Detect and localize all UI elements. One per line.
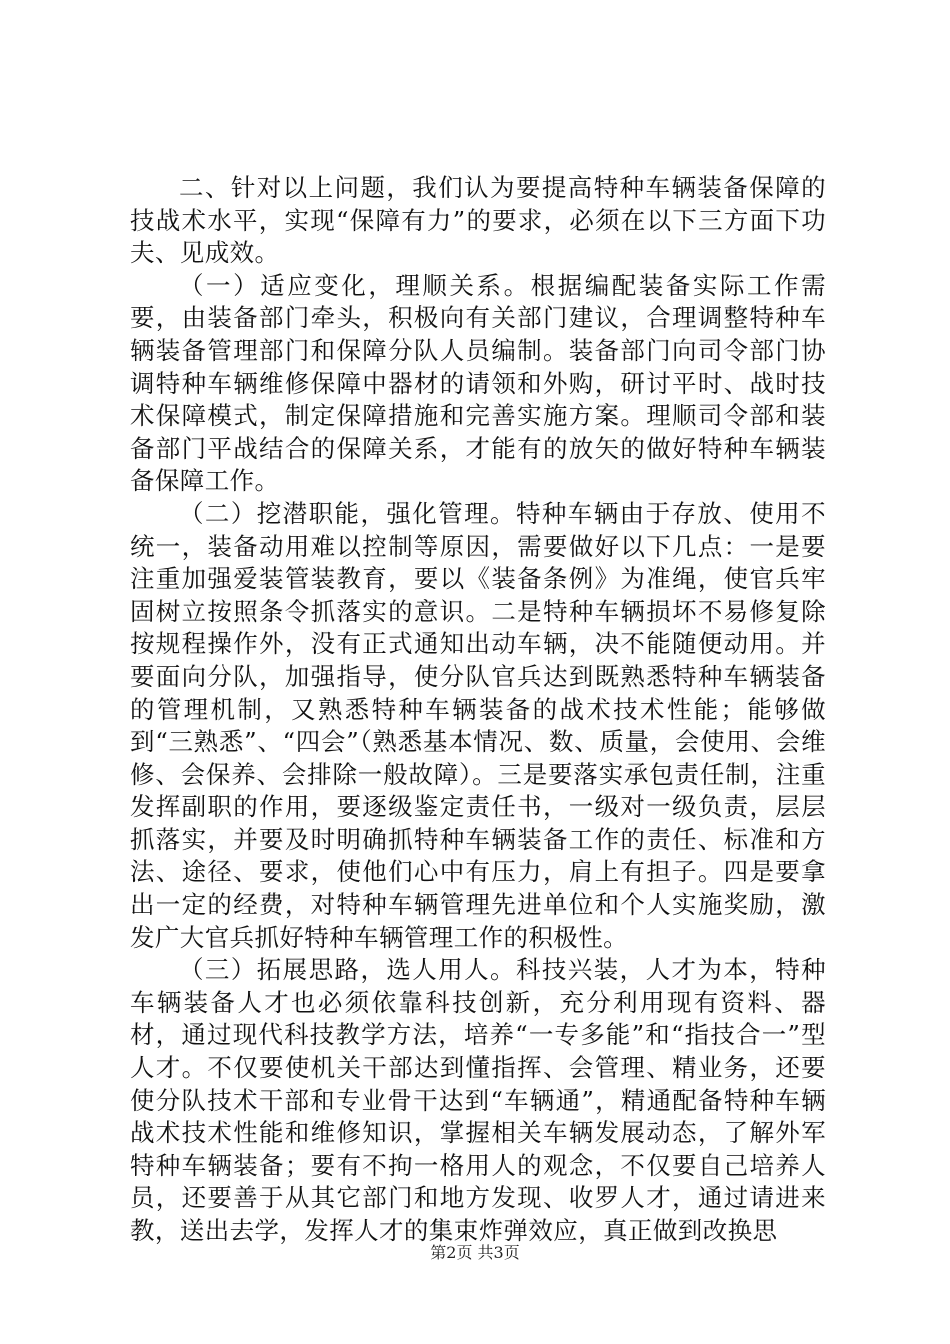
paragraph-item-two: （二）挖潜职能，强化管理。特种车辆由于存放、使用不统一，装备动用难以控制等原因，需要做好以下几点：一是要注重加强爱装管装教育，要以《装备条例》为准绳，使官兵牢固树立按照条令抓落实的意识。二是特种车辆损坏不易修复除按规程操作外，没有正式通知出动车辆，决不能随便动用。并要面向分队，加强指导，使分队官兵达到既熟悉特种车辆装备的管理机制，又熟悉特种车辆装备的战术技术性能；能够做到“三熟悉”、“四会”（熟悉基本情况、数、质量，会使用、会维修、会保养、会排除一般故障）。三是要落实承包责任制，注重发挥副职的作用，要逐级鉴定责任书，一级对一级负责，层层抓落实，并要及时明确抓特种车辆装备工作的责任、标准和方法、途径、要求，使他们心中有压力，肩上有担子。四是要拿出一定的经费，对特种车辆管理先进单位和个人实施奖励，激发广大官兵抓好特种车辆管理工作的积极性。 — [130, 498, 826, 952]
paragraph-item-three: （三）拓展思路，选人用人。科技兴装，人才为本，特种车辆装备人才也必须依靠科技创新，充分利用现有资料、器材，通过现代科技教学方法，培养“一专多能”和“指技合一”型人才。不仅要使机关干部达到懂指挥、会管理、精业务，还要使分队技术干部和专业骨干达到“车辆通”，精通配备特种车辆战术技术性能和维修知识，掌握相关车辆发展动态，了解外军特种车辆装备；要有不拘一格用人的观念，不仅要自己培养人员，还要善于从其它部门和地方发现、收罗人才，通过请进来教，送出去学，发挥人才的集束炸弹效应，真正做到改换思 — [130, 955, 826, 1245]
page-number-footer: 第2页 共3页 — [430, 1243, 520, 1262]
document-body — [130, 172, 826, 1248]
paragraph-section-two-intro: 二、针对以上问题，我们认为要提高特种车辆装备保障的技战术水平，实现“保障有力”的要求，必须在以下三方面下功夫、见成效。 — [130, 173, 826, 268]
paragraph-item-one: （一）适应变化，理顺关系。根据编配装备实际工作需要，由装备部门牵头，积极向有关部门建议，合理调整特种车辆装备管理部门和保障分队人员编制。装备部门向司令部门协调特种车辆维修保障中器材的请领和外购，研讨平时、战时技术保障模式，制定保障措施和完善实施方案。理顺司令部和装备部门平战结合的保障关系，才能有的放矢的做好特种车辆装备保障工作。 — [130, 270, 826, 496]
